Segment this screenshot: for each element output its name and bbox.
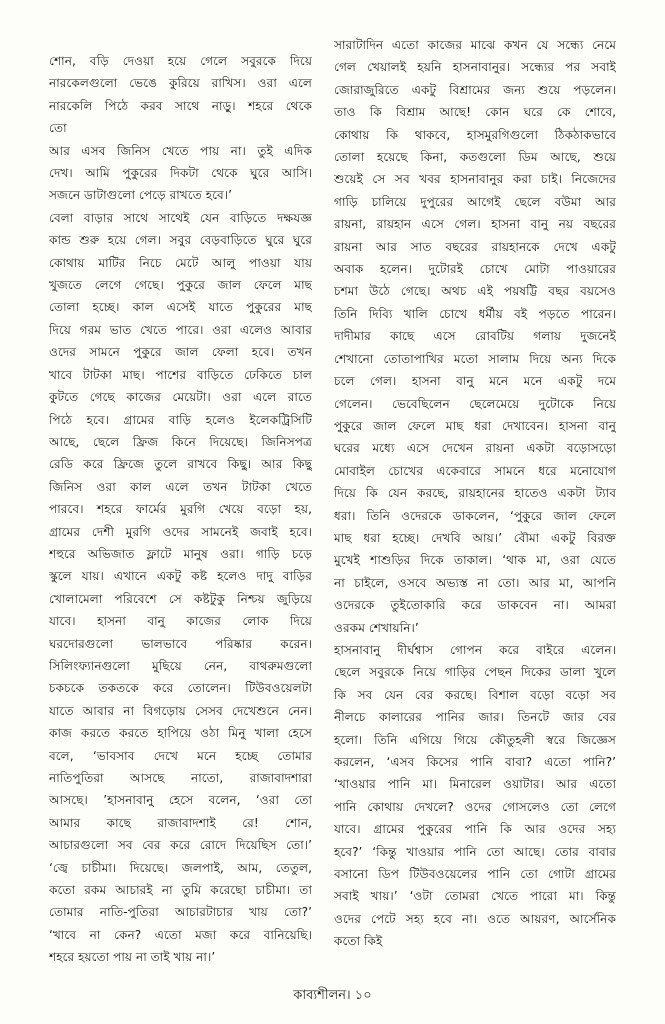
text-line: শুয়েই সে সব খবর হাসনাবানুর করা চাই। নিজেদের	[334, 172, 616, 187]
text-line: রেডি করে ফ্রিজে তুলে রাখবে কিছু। আর কিছু	[49, 457, 312, 472]
text-line: চকচকে তকতকে করে তোলেন। টিউবওয়েলটা	[49, 681, 312, 696]
text-line: যাবে। গ্রামের পুকুরের পানি কি আর ওদের সহ্য	[334, 822, 616, 837]
text-line: পারবে। শহরে ফার্মের মুরগি খেয়ে বড়ো হয়,	[49, 502, 312, 517]
text-line: ওরকম শেখায়নি।’	[334, 620, 419, 635]
text-line: গাড়ি চালিয়ে দুপুরের আগেই ছেলে বউমা আর	[334, 194, 616, 209]
text-line: করলেন, ‘এসব কিসের পানি বাবা? এতো পানি?’	[334, 755, 616, 769]
text-line: কোথায় কি থাকবে, হাসমুরগিগুলো ঠিকঠাকভাবে	[334, 127, 616, 142]
text-line: কোথায় মাটির নিচে মেটে আলু পাওয়া যায়	[49, 255, 312, 270]
text-line: মুখেই শাশুড়ির দিকে তাকাল। ‘থাক মা, ওরা যেতে	[334, 553, 616, 568]
text-line: খাবে টাটকা মাছ। পাশের বাড়িতে ঢেকিতে চাল	[49, 367, 312, 382]
text-line: শেখানো তোতাপাখির মতো সালাম দিয়ে অন্য দিকে	[334, 351, 616, 366]
text-line: নীলচে কালারের পানির জার। তিনটে জার বের	[334, 710, 616, 725]
right-column	[334, 34, 616, 953]
text-line: হলো। তিনি এগিয়ে গিয়ে কৌতুহলী স্বরে জিজ্ঞেস	[334, 732, 616, 747]
text-line: দিয়ে কি যেন করছে, রায়হানের হাতেও একটা ট্যাব	[334, 486, 616, 501]
text-line: গ্রামের দেশী মুরগি ওদের সামনেই জবাই হবে।	[49, 524, 312, 539]
text-line: রায়না আর সাত বছরের রায়হানকে দেখে একটু	[334, 239, 616, 254]
text-line: জোরাজুরিতে একটু বিশ্রামের জন্য শুয়ে পড়লেন।	[334, 82, 616, 97]
text-line: শোন, বড়ি দেওয়া হয়ে গেলে সবুরকে দিয়ে	[49, 54, 312, 68]
text-line: গেল খেয়ালই হয়নি হাসনাবানুর। সন্ধ্যের পর সবাই	[334, 60, 616, 75]
text-line: নারকেলগুলো ভেঙে কুরিয়ে রাখিস। ওরা এলে	[49, 76, 312, 91]
text-line: সজনে ডাটাগুলো পেড়ে রাখতে হবে।’	[49, 188, 233, 203]
text-line: মোবাইল চোখের একেবারে সামনে ধরে মনোযোগ	[334, 463, 616, 478]
text-line: ওদের পেটে সহ্য হবে না। ওতে আয়রণ, আর্সেনিক	[334, 911, 616, 926]
text-line: সবাই খায়।’ ‘ওটা তোমরা খেতে পারো মা। কিন্তু	[334, 889, 616, 904]
text-line: ঘরের মধ্যে এসে দেখেন রায়না একটা বড়োসড়ো	[334, 441, 616, 456]
text-line: যাবে। হাসনা বানু কাজের লোক দিয়ে	[49, 614, 312, 629]
text-line: বসানো ডিপ টিউবওয়েলের পানি তো গোটা গ্রামের	[334, 867, 616, 882]
text-line: হবে?’ ‘কিন্তু খাওয়ার পানি তো আছে। তোর বাবার	[334, 844, 616, 859]
text-line: নাতিপুতিরা আসছে নাতো, রাজাবাদশারা	[49, 771, 312, 785]
text-line: সারাটাদিন এতো কাজের মাঝে কখন যে সন্ধ্যে নেমে	[334, 38, 616, 52]
text-line: আর এসব জিনিস খেতে পায় না। তুই এদিক	[49, 143, 312, 158]
text-line: শহরে হয়তো পায় না তাই খায় না।’	[49, 950, 216, 965]
text-line: তো	[49, 121, 67, 136]
text-line: সিলিংফ্যানগুলো মুছিয়ে নেন, বাথরুমগুলো	[49, 658, 312, 673]
text-line: কাজ করতে করতে হাপিয়ে ওঠা মিনু খালা হেসে	[49, 726, 312, 741]
text-line: দিয়ে গরম ভাত খেতে পারে। ওরা এলেও আবার	[49, 322, 312, 337]
text-line: পানি কোথায় দেখলে? ওদের গোসলেও তো লেগে	[334, 799, 616, 814]
text-line: ‘খাবে না কেন? এতো মজা করে বানিয়েছি।	[49, 927, 312, 942]
text-line: ধরা। তিনি ওদেরকে ডাকলেন, ‘পুকুরে জাল ফেলে	[334, 508, 616, 523]
text-line: খোলামেলা পরিবেশে সে কষ্টটুকু নিশ্চয় জুড়িয়ে	[49, 591, 312, 606]
text-line: দাদীমার কাছে এসে রোবটিয় গলায় দুজনেই	[334, 329, 616, 344]
text-line: বলে, ‘ভাবসাব দেখে মনে হচ্ছে তোমার	[49, 748, 312, 763]
text-line: নারকেলি পিঠে করব সাথে নাড়ু। শহরে থেকে	[49, 98, 312, 113]
text-line: কান্ড শুরু হয়ে গেল। সবুর বেড়বাড়িতে ঘুরে ঘুরে	[49, 233, 312, 248]
text-line: স্কুলে যায়। এখানে একটু কষ্ট হলেও দাদু বাড়ির	[49, 569, 312, 584]
text-line: চশমা উঠে গেছে। অথচ এই পয়ষট্টি বছর বয়সেও	[334, 284, 616, 299]
text-line: তাও কি বিশ্রাম আছে! কোন ঘরে কে শোবে,	[334, 105, 616, 120]
text-line: কি সব যেন বের করছে। বিশাল বড়ো বড়ো সব	[334, 687, 616, 702]
text-line: বেলা বাড়ার সাথে সাথেই যেন বাড়িতে দক্ষযজ্ঞ	[49, 210, 312, 225]
text-line: যাতে আবার না বিগড়োয় সেসব দেখেশুনে নেন।	[49, 703, 312, 718]
text-line: পুকুরে জাল ফেলে মাছ ধরা দেখাবেন। হাসনা বানু	[334, 418, 616, 433]
text-line: না চাইলে, ওসবে অভ্যস্ত না তো। আর মা, আপনি	[334, 575, 616, 590]
text-line: আসছে। ’হাসনাবানু হেসে বলেন, ‘ওরা তো	[49, 793, 312, 808]
page-footer: কাব্যশীলন। ১০	[293, 988, 372, 1003]
text-line: ‘জ্বে চাচীমা। দিয়েছে। জলপাই, আম, তেতুল,	[49, 860, 312, 875]
text-line: তোমার নাতি-পুতিরা আচারটাচার খায় তো?’	[49, 905, 312, 920]
text-line: ওদেরকে তুইতোকারি করে ডাকবেন না। আমরা	[334, 598, 616, 613]
text-line: মাছ ধরা হচ্ছে। দেখবি আয়।’ বৌমা একটু বিরক্ত	[334, 530, 616, 545]
text-line: জিনিস ওরা কাল এলে তখন টাটকা খেতে	[49, 479, 312, 494]
text-line: পিঠে হবে। গ্রামের বাড়ি হলেও ইলেকট্রিসিটি	[49, 412, 312, 427]
left-column	[49, 50, 312, 969]
text-line: অবাক হলেন। দুটোরই চোখে মোটা পাওয়ারের	[334, 262, 616, 277]
text-line: আচারগুলো সব বের করে রোদে দিয়েছিস তো।’	[49, 838, 312, 853]
text-line: তিনি দিব্যি খালি চোখে ধর্মীয় বই পড়তে পারেন।	[334, 306, 616, 321]
text-line: চলে গেল। হাসনা বানু মনে মনে একটু দমে	[334, 374, 616, 389]
text-line: তোলা হচ্ছে। কাল এসেই যাতে পুকুরের মাছ	[49, 300, 312, 315]
text-line: হাসনাবানু দীর্ঘশ্বাস গোপন করে বাইরে এলেন।	[334, 642, 616, 657]
text-line: ছেলে সবুরকে নিয়ে গাড়ির পেছন দিকের ডালা খুলে	[334, 665, 616, 680]
text-line: গেলেন। ভেবেছিলেন ছেলেমেয়ে দুটোকে নিয়ে	[334, 396, 616, 411]
text-line: কতো কিই	[334, 934, 383, 949]
text-line: ‘খাওয়ার পানি মা। মিনারেল ওয়াটার। আর এতো	[334, 777, 616, 792]
text-line: ওদের সামনে পুকুরে জাল ফেলা হবে। তখন	[49, 345, 312, 360]
text-line: আছে, ছেলে ফ্রিজ কিনে দিয়েছে। জিনিসপত্র	[49, 434, 312, 449]
text-line: খুজতে লেগে গেছে। পুকুরে জাল ফেলে মাছ	[49, 278, 312, 293]
text-line: আমার কাছে রাজাবাদশাই রে! শোন,	[49, 815, 312, 830]
text-line: রায়না, রায়হান এসে গেল। হাসনা বানু নয় বছরের	[334, 217, 616, 232]
text-line: শহুরে অভিজাত ফ্লাটে মানুষ ওরা। গাড়ি চড়ে	[49, 546, 312, 561]
text-line: কুটতে গেছে কাজের মেয়েটা। ওরা এলে রাতে	[49, 390, 312, 405]
text-line: ঘরদোরগুলো ভালভাবে পরিষ্কার করেন।	[49, 636, 312, 651]
text-line: কতো রকম আচারই না তুমি করেছো চাচীমা। তা	[49, 883, 312, 898]
text-line: তোলা হয়েছে কিনা, কতগুলো ডিম আছে, শুয়ে	[334, 150, 616, 165]
text-line: দেখ। আমি পুকুরের দিকটা থেকে ঘুরে আসি।	[49, 166, 312, 181]
